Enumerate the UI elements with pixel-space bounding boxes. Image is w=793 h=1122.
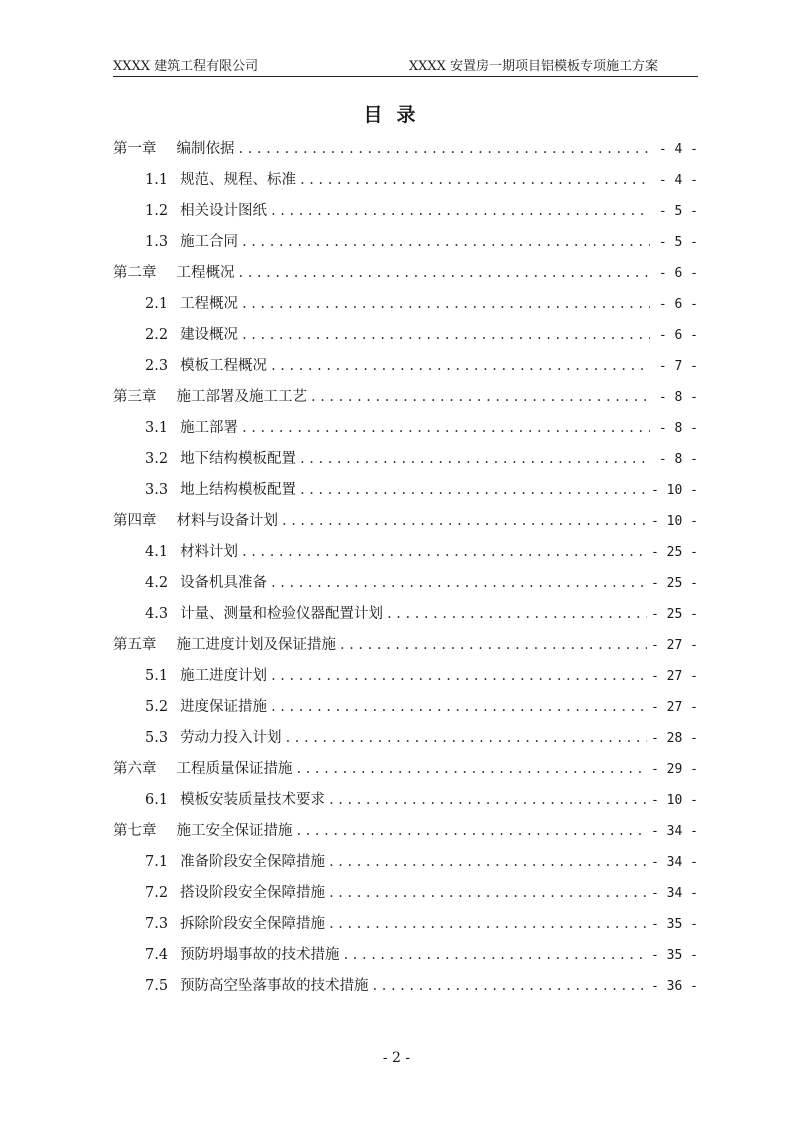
- toc-entry-label: 进度保证措施: [180, 699, 268, 715]
- toc-section-entry[interactable]: [113, 196, 698, 227]
- toc-entry-label: 施工进度计划: [180, 668, 268, 684]
- toc-section-entry[interactable]: [113, 413, 698, 444]
- toc-dot-leader: [271, 568, 647, 599]
- toc-entry-page: - 28 -: [651, 731, 698, 746]
- toc-entry-page: - 27 -: [651, 638, 698, 653]
- toc-entry-label: 规范、规程、标准: [180, 172, 297, 188]
- toc-chapter-entry[interactable]: [113, 134, 698, 165]
- toc-entry-number: 7.2: [145, 885, 169, 901]
- table-of-contents: [113, 134, 698, 1002]
- toc-entry-page: - 7 -: [658, 359, 698, 374]
- toc-entry-label: 模板工程概况: [180, 358, 268, 374]
- toc-section-entry[interactable]: [113, 227, 698, 258]
- toc-section-entry[interactable]: [113, 723, 698, 754]
- toc-chapter-entry[interactable]: [113, 506, 698, 537]
- toc-entry-page: - 6 -: [658, 297, 698, 312]
- toc-dot-leader: [344, 940, 647, 971]
- toc-section-entry[interactable]: [113, 847, 698, 878]
- toc-entry-page: - 35 -: [651, 948, 698, 963]
- toc-entry-number: 第六章: [113, 761, 157, 777]
- toc-entry-label: 搭设阶段安全保障措施: [180, 885, 326, 901]
- toc-section-entry[interactable]: [113, 289, 698, 320]
- toc-section-entry[interactable]: [113, 475, 698, 506]
- toc-chapter-entry[interactable]: [113, 382, 698, 413]
- toc-entry-page: - 10 -: [651, 483, 698, 498]
- toc-entry-number: 2.3: [145, 358, 169, 374]
- toc-dot-leader: [242, 320, 650, 351]
- toc-entry-number: 1.2: [145, 203, 169, 219]
- toc-entry-number: 第三章: [113, 389, 157, 405]
- toc-dot-leader: [329, 878, 647, 909]
- toc-entry-page: - 27 -: [651, 669, 698, 684]
- toc-entry-number: 第二章: [113, 265, 157, 281]
- toc-entry-number: 1.1: [145, 172, 169, 188]
- toc-entry-page: - 10 -: [651, 514, 698, 529]
- toc-section-entry[interactable]: [113, 537, 698, 568]
- toc-entry-number: 7.5: [145, 978, 169, 994]
- toc-entry-page: - 35 -: [651, 917, 698, 932]
- toc-section-entry[interactable]: [113, 971, 698, 1002]
- toc-dot-leader: [340, 630, 647, 661]
- toc-entry-label: 施工部署及施工工艺: [176, 389, 307, 405]
- toc-dot-leader: [242, 227, 650, 258]
- toc-entry-page: - 34 -: [651, 855, 698, 870]
- toc-section-entry[interactable]: [113, 599, 698, 630]
- toc-dot-leader: [329, 847, 647, 878]
- toc-section-entry[interactable]: [113, 692, 698, 723]
- toc-section-entry[interactable]: [113, 661, 698, 692]
- toc-entry-label: 相关设计图纸: [180, 203, 268, 219]
- toc-section-entry[interactable]: [113, 444, 698, 475]
- toc-entry-page: - 34 -: [651, 824, 698, 839]
- toc-section-entry[interactable]: [113, 165, 698, 196]
- toc-entry-number: 4.3: [145, 606, 169, 622]
- toc-dot-leader: [329, 785, 647, 816]
- toc-section-entry[interactable]: [113, 940, 698, 971]
- header-divider: [113, 76, 698, 77]
- toc-entry-page: - 34 -: [651, 886, 698, 901]
- toc-entry-label: 设备机具准备: [180, 575, 268, 591]
- toc-entry-number: 7.3: [145, 916, 169, 932]
- toc-dot-leader: [300, 475, 647, 506]
- toc-entry-number: 2.2: [145, 327, 169, 343]
- toc-dot-leader: [282, 506, 647, 537]
- toc-entry-label: 劳动力投入计划: [180, 730, 282, 746]
- toc-entry-page: - 8 -: [658, 452, 698, 467]
- toc-dot-leader: [297, 816, 648, 847]
- toc-chapter-entry[interactable]: [113, 630, 698, 661]
- toc-dot-leader: [239, 134, 651, 165]
- toc-entry-page: - 8 -: [658, 421, 698, 436]
- toc-entry-page: - 8 -: [658, 390, 698, 405]
- toc-entry-number: 6.1: [145, 792, 169, 808]
- toc-entry-number: 第一章: [113, 141, 157, 157]
- toc-entry-label: 准备阶段安全保障措施: [180, 854, 326, 870]
- toc-title: 目录: [363, 104, 430, 126]
- toc-dot-leader: [300, 165, 650, 196]
- toc-dot-leader: [286, 723, 647, 754]
- toc-dot-leader: [271, 351, 650, 382]
- toc-section-entry[interactable]: [113, 878, 698, 909]
- toc-entry-label: 模板安装质量技术要求: [180, 792, 326, 808]
- toc-dot-leader: [300, 444, 650, 475]
- toc-entry-number: 5.2: [145, 699, 169, 715]
- toc-entry-number: 3.2: [145, 451, 169, 467]
- toc-dot-leader: [373, 971, 647, 1002]
- toc-entry-page: - 5 -: [658, 235, 698, 250]
- toc-dot-leader: [242, 289, 650, 320]
- toc-section-entry[interactable]: [113, 568, 698, 599]
- toc-dot-leader: [271, 196, 650, 227]
- toc-entry-number: 1.3: [145, 234, 169, 250]
- toc-entry-page: - 29 -: [651, 762, 698, 777]
- toc-entry-label: 施工部署: [180, 420, 239, 436]
- toc-section-entry[interactable]: [113, 909, 698, 940]
- toc-entry-number: 第四章: [113, 513, 157, 529]
- toc-entry-page: - 5 -: [658, 204, 698, 219]
- toc-entry-number: 3.3: [145, 482, 169, 498]
- toc-entry-label: 地下结构模板配置: [180, 451, 297, 467]
- toc-entry-number: 4.2: [145, 575, 169, 591]
- toc-entry-label: 施工安全保证措施: [176, 823, 293, 839]
- toc-dot-leader: [242, 537, 647, 568]
- toc-section-entry[interactable]: [113, 785, 698, 816]
- toc-chapter-entry[interactable]: [113, 816, 698, 847]
- toc-entry-label: 计量、测量和检验仪器配置计划: [180, 606, 384, 622]
- toc-entry-label: 工程概况: [180, 296, 239, 312]
- toc-entry-page: - 25 -: [651, 545, 698, 560]
- toc-chapter-entry[interactable]: [113, 754, 698, 785]
- toc-entry-number: 5.1: [145, 668, 169, 684]
- header-company-name: XXXX 建筑工程有限公司: [113, 59, 259, 74]
- toc-entry-number: 2.1: [145, 296, 169, 312]
- toc-entry-label: 预防坍塌事故的技术措施: [180, 947, 340, 963]
- toc-dot-leader: [242, 413, 650, 444]
- toc-entry-label: 建设概况: [180, 327, 239, 343]
- toc-entry-label: 工程质量保证措施: [176, 761, 293, 777]
- toc-dot-leader: [311, 382, 650, 413]
- toc-entry-label: 编制依据: [176, 141, 235, 157]
- toc-entry-label: 材料与设备计划: [176, 513, 278, 529]
- toc-entry-number: 7.1: [145, 854, 169, 870]
- toc-entry-number: 7.4: [145, 947, 169, 963]
- toc-entry-label: 预防高空坠落事故的技术措施: [180, 978, 369, 994]
- toc-chapter-entry[interactable]: [113, 258, 698, 289]
- toc-entry-label: 工程概况: [176, 265, 235, 281]
- header-document-title: XXXX 安置房一期项目铝模板专项施工方案: [408, 59, 658, 74]
- toc-entry-number: 4.1: [145, 544, 169, 560]
- toc-entry-label: 施工合同: [180, 234, 239, 250]
- running-header: [113, 58, 698, 76]
- toc-dot-leader: [239, 258, 651, 289]
- toc-entry-number: 3.1: [145, 420, 169, 436]
- toc-entry-number: 5.3: [145, 730, 169, 746]
- toc-section-entry[interactable]: [113, 320, 698, 351]
- toc-dot-leader: [271, 692, 647, 723]
- toc-dot-leader: [329, 909, 647, 940]
- toc-entry-page: - 6 -: [658, 328, 698, 343]
- toc-section-entry[interactable]: [113, 351, 698, 382]
- page-number: - 2 -: [382, 1050, 411, 1066]
- toc-entry-label: 拆除阶段安全保障措施: [180, 916, 326, 932]
- toc-entry-page: - 4 -: [658, 173, 698, 188]
- toc-entry-page: - 6 -: [658, 266, 698, 281]
- toc-entry-page: - 10 -: [651, 793, 698, 808]
- toc-entry-page: - 27 -: [651, 700, 698, 715]
- toc-entry-label: 材料计划: [180, 544, 239, 560]
- toc-entry-page: - 36 -: [651, 979, 698, 994]
- toc-entry-page: - 4 -: [658, 142, 698, 157]
- toc-entry-number: 第五章: [113, 637, 157, 653]
- toc-entry-label: 地上结构模板配置: [180, 482, 297, 498]
- toc-dot-leader: [297, 754, 648, 785]
- toc-dot-leader: [387, 599, 647, 630]
- toc-dot-leader: [271, 661, 647, 692]
- toc-entry-number: 第七章: [113, 823, 157, 839]
- toc-entry-page: - 25 -: [651, 607, 698, 622]
- toc-entry-page: - 25 -: [651, 576, 698, 591]
- toc-entry-label: 施工进度计划及保证措施: [176, 637, 336, 653]
